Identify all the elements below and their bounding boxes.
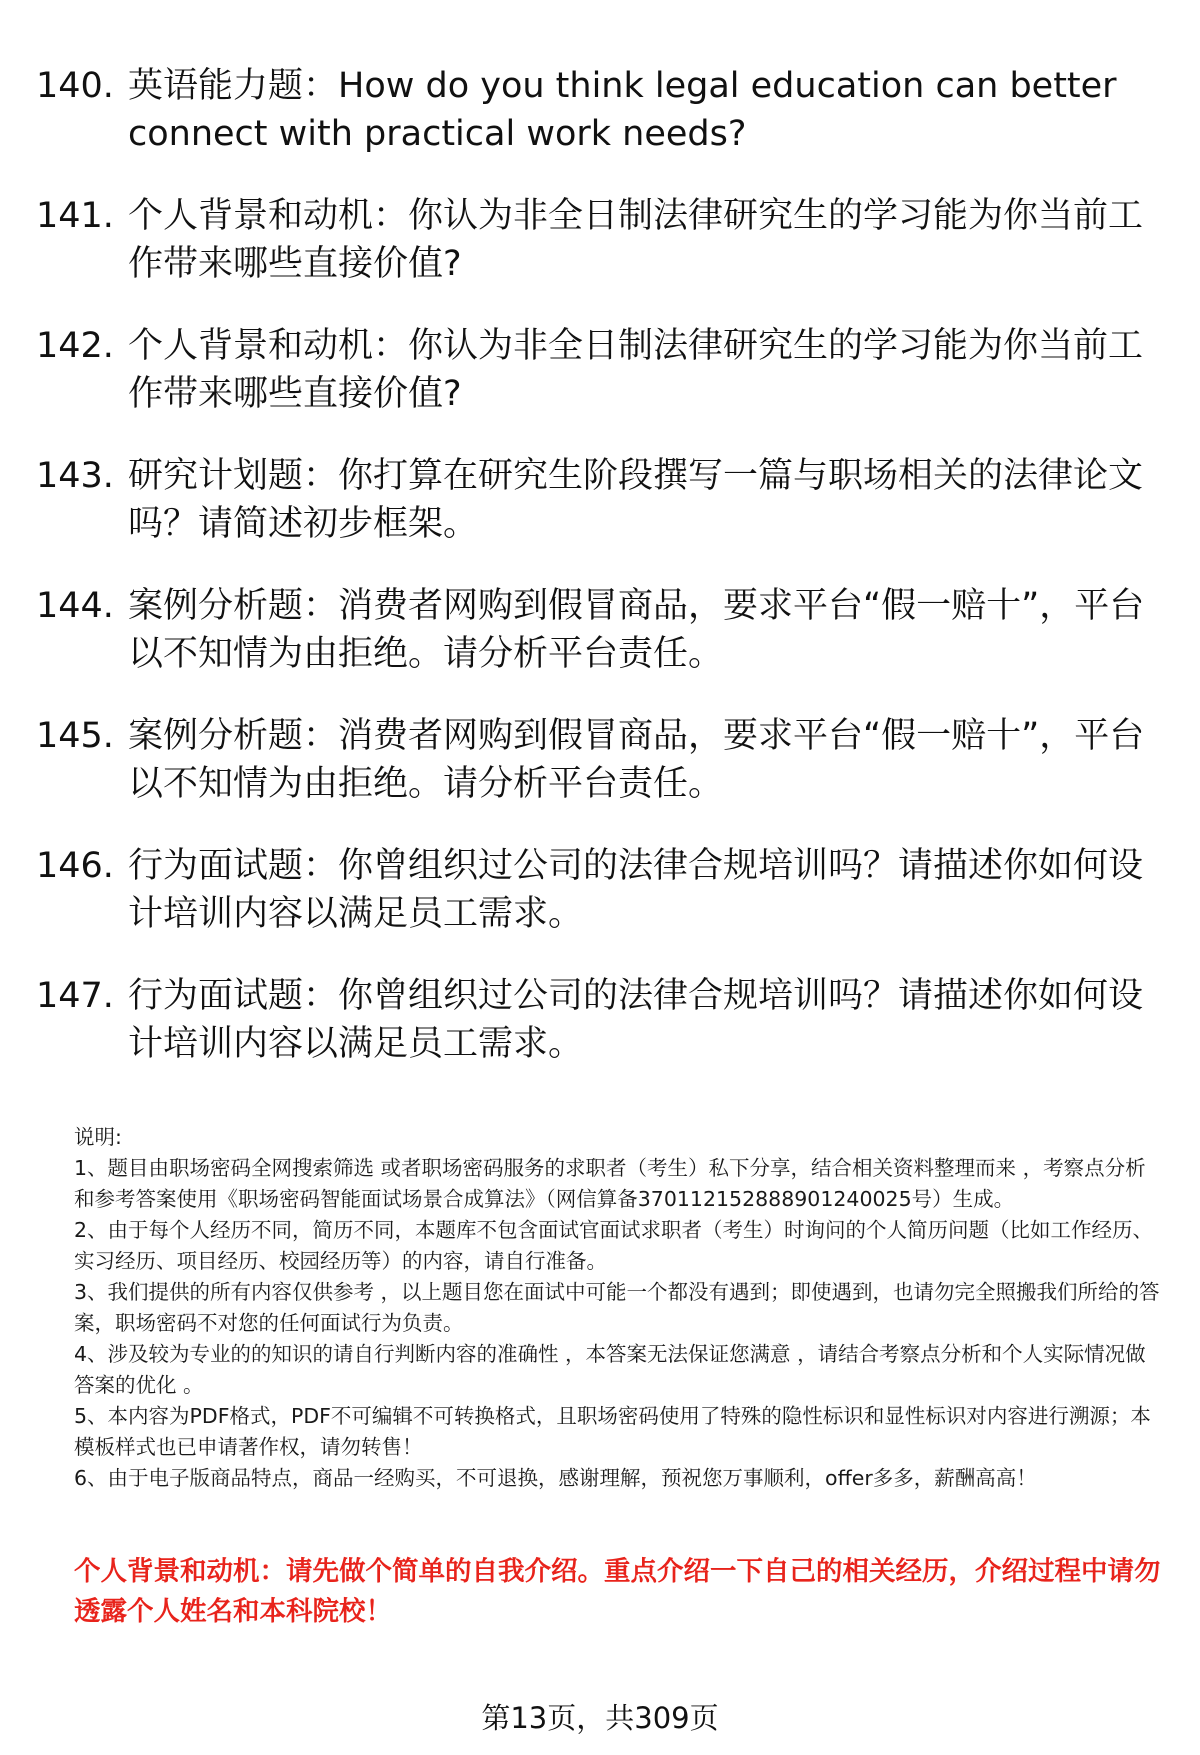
question-text: 英语能力题：How do you think legal education can better connect with practical work needs? bbox=[128, 66, 1117, 154]
notes-item: 2、由于每个人经历不同，简历不同，本题库不包含面试官面试求职者（考生）时询问的个人简历问题（比如工作经历、实习经历、项目经历、校园经历等）的内容，请自行准备。 bbox=[74, 1218, 1154, 1273]
question-number: 142. bbox=[36, 326, 114, 366]
question-number: 141. bbox=[36, 196, 114, 236]
page-number: 第13页，共309页 bbox=[481, 1701, 719, 1735]
question-text: 研究计划题：你打算在研究生阶段撰写一篇与职场相关的法律论文吗？请简述初步框架。 bbox=[128, 456, 1144, 544]
question-item bbox=[36, 322, 1164, 418]
question-item bbox=[36, 452, 1164, 548]
question-list bbox=[36, 62, 1164, 1102]
question-item bbox=[36, 192, 1164, 288]
notes-section bbox=[74, 1122, 1160, 1494]
question-text: 案例分析题：消费者网购到假冒商品，要求平台“假一赔十”，平台以不知情为由拒绝。请分析平台责任。 bbox=[128, 716, 1145, 804]
question-text: 行为面试题：你曾组织过公司的法律合规培训吗？请描述你如何设计培训内容以满足员工需求。 bbox=[128, 846, 1144, 934]
notes-item: 1、题目由职场密码全网搜索筛选 或者职场密码服务的求职者（考生）私下分享，结合相关资料整理而来 ，考察点分析和参考答案使用《职场密码智能面试场景合成算法》（网信算备370112152888901240025号）生成。 bbox=[74, 1156, 1146, 1211]
question-text: 行为面试题：你曾组织过公司的法律合规培训吗？请描述你如何设计培训内容以满足员工需求。 bbox=[128, 976, 1144, 1064]
question-item bbox=[36, 712, 1164, 808]
question-number: 143. bbox=[36, 456, 114, 496]
notes-item: 5、本内容为PDF格式，PDF不可编辑不可转换格式，且职场密码使用了特殊的隐性标识和显性标识对内容进行溯源；本模板样式也已申请著作权，请勿转售！ bbox=[74, 1404, 1151, 1459]
notes-item: 3、我们提供的所有内容仅供参考 ，以上题目您在面试中可能一个都没有遇到；即使遇到，也请勿完全照搬我们所给的答案，职场密码不对您的任何面试行为负责。 bbox=[74, 1280, 1160, 1335]
question-number: 146. bbox=[36, 846, 114, 886]
question-number: 144. bbox=[36, 586, 114, 626]
question-item bbox=[36, 842, 1164, 938]
question-item bbox=[36, 62, 1164, 158]
notes-item: 4、涉及较为专业的的知识的请自行判断内容的准确性 ，本答案无法保证您满意 ，请结合考察点分析和个人实际情况做答案的优化 。 bbox=[74, 1342, 1146, 1397]
question-text: 个人背景和动机：你认为非全日制法律研究生的学习能为你当前工作带来哪些直接价值? bbox=[128, 326, 1144, 414]
notes-item: 6、由于电子版商品特点，商品一经购买，不可退换，感谢理解，预祝您万事顺利，offer多多，薪酬高高！ bbox=[74, 1466, 1037, 1490]
notes-heading: 说明: bbox=[74, 1125, 122, 1149]
question-number: 145. bbox=[36, 716, 114, 756]
highlight-question: 个人背景和动机：请先做个简单的自我介绍。重点介绍一下自己的相关经历，介绍过程中请勿透露个人姓名和本科院校！ bbox=[74, 1556, 1161, 1627]
question-number: 140. bbox=[36, 66, 114, 106]
question-item bbox=[36, 582, 1164, 678]
question-number: 147. bbox=[36, 976, 114, 1016]
question-text: 个人背景和动机：你认为非全日制法律研究生的学习能为你当前工作带来哪些直接价值? bbox=[128, 196, 1144, 284]
question-item bbox=[36, 972, 1164, 1068]
question-text: 案例分析题：消费者网购到假冒商品，要求平台“假一赔十”，平台以不知情为由拒绝。请分析平台责任。 bbox=[128, 586, 1145, 674]
